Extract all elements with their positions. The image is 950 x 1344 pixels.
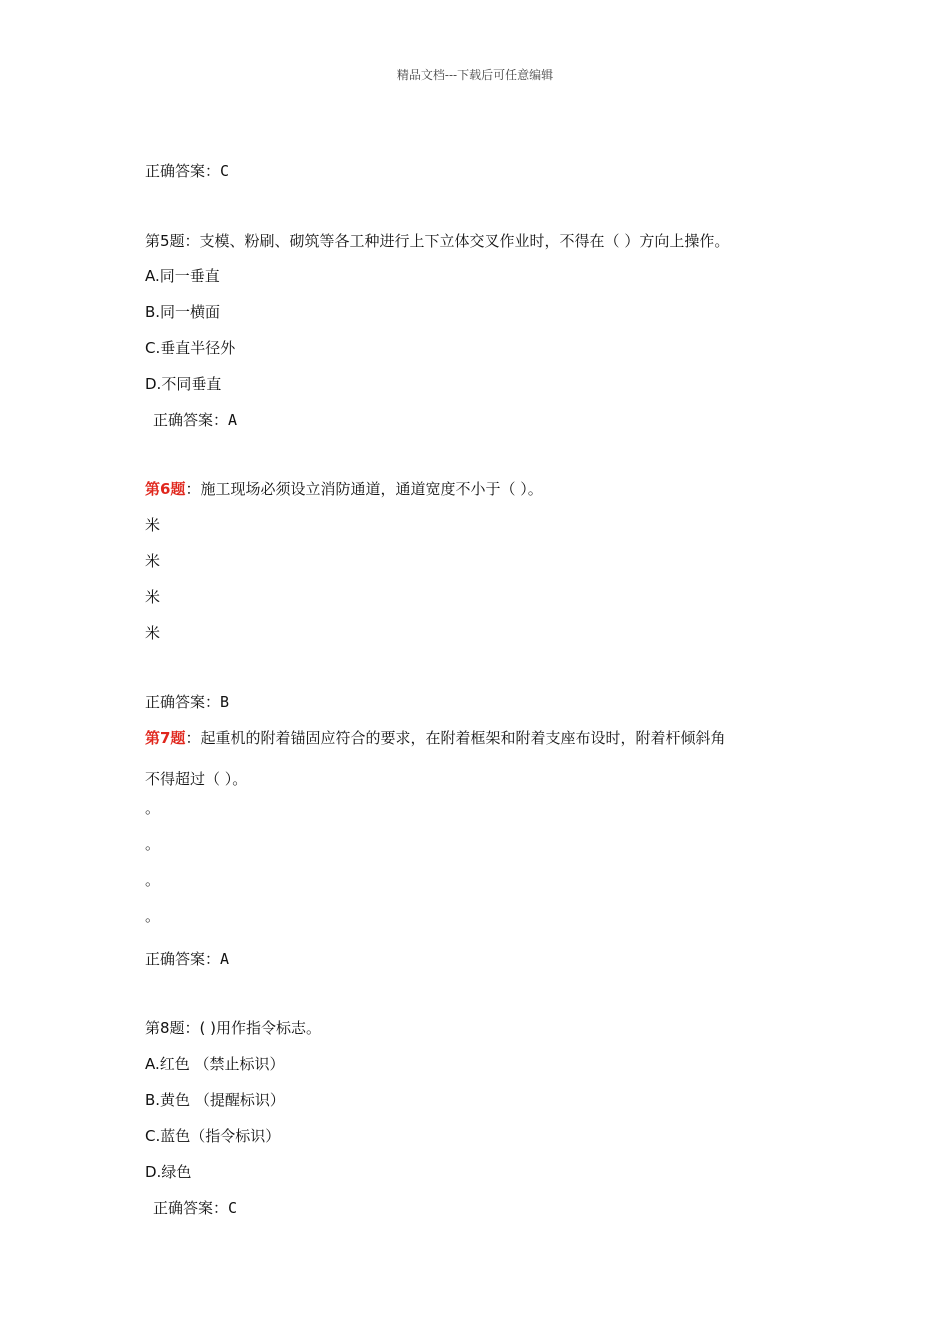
page-header: 精品文档---下载后可任意编辑 [396, 68, 554, 82]
option-c: C.垂直半径外 [145, 339, 236, 357]
option-line: 。 [145, 799, 161, 817]
question-5-stem [145, 231, 729, 251]
option-line: 。 [145, 835, 161, 853]
option-c: C.蓝色（指令标识） [145, 1127, 281, 1145]
question-text: ：支模、粉刷、砌筑等各工种进行上下立体交叉作业时，不得在（ ）方向上操作。 [184, 232, 730, 250]
answer-line [145, 161, 229, 181]
answer-line [153, 410, 237, 430]
option-a: A.同一垂直 [145, 267, 220, 285]
question-text: ：施工现场必须设立消防通道，通道宽度不小于（ ）。 [185, 480, 543, 498]
question-number: 第5题 [145, 232, 185, 250]
question-number: 第6题 [145, 480, 186, 498]
option-b: B.同一横面 [145, 303, 221, 321]
answer-value: C [228, 1199, 238, 1217]
answer-prefix: 正确答案： [145, 950, 221, 968]
answer-line [153, 1198, 237, 1218]
option-d: D.绿色 [145, 1163, 192, 1181]
question-7-stem-continued: 不得超过（ ）。 [145, 770, 248, 788]
option-line: 米 [145, 624, 161, 642]
option-b: B.黄色 （提醒标识） [145, 1091, 285, 1109]
option-line: 米 [145, 552, 161, 570]
question-6-stem [145, 479, 543, 499]
question-number: 第8题 [145, 1019, 185, 1037]
question-text: ：( )用作指令标志。 [184, 1019, 322, 1037]
question-text: ：起重机的附着锚固应符合的要求，在附着框架和附着支座布设时，附着杆倾斜角 [185, 729, 726, 747]
option-line: 米 [145, 516, 161, 534]
option-line: 。 [145, 871, 161, 889]
option-line: 米 [145, 588, 161, 606]
option-d: D.不同垂直 [145, 375, 222, 393]
question-8-stem [145, 1018, 321, 1038]
answer-prefix: 正确答案： [145, 162, 221, 180]
answer-value: A [220, 950, 230, 968]
answer-value: C [220, 162, 230, 180]
answer-prefix: 正确答案： [153, 1199, 229, 1217]
answer-prefix: 正确答案： [145, 693, 221, 711]
answer-line [145, 949, 229, 969]
answer-value: B [220, 693, 230, 711]
option-a: A.红色 （禁止标识） [145, 1055, 285, 1073]
answer-value: A [228, 411, 238, 429]
option-line: 。 [145, 907, 161, 925]
question-number: 第7题 [145, 729, 186, 747]
question-7-stem [145, 728, 725, 748]
answer-prefix: 正确答案： [153, 411, 229, 429]
answer-line [145, 692, 229, 712]
